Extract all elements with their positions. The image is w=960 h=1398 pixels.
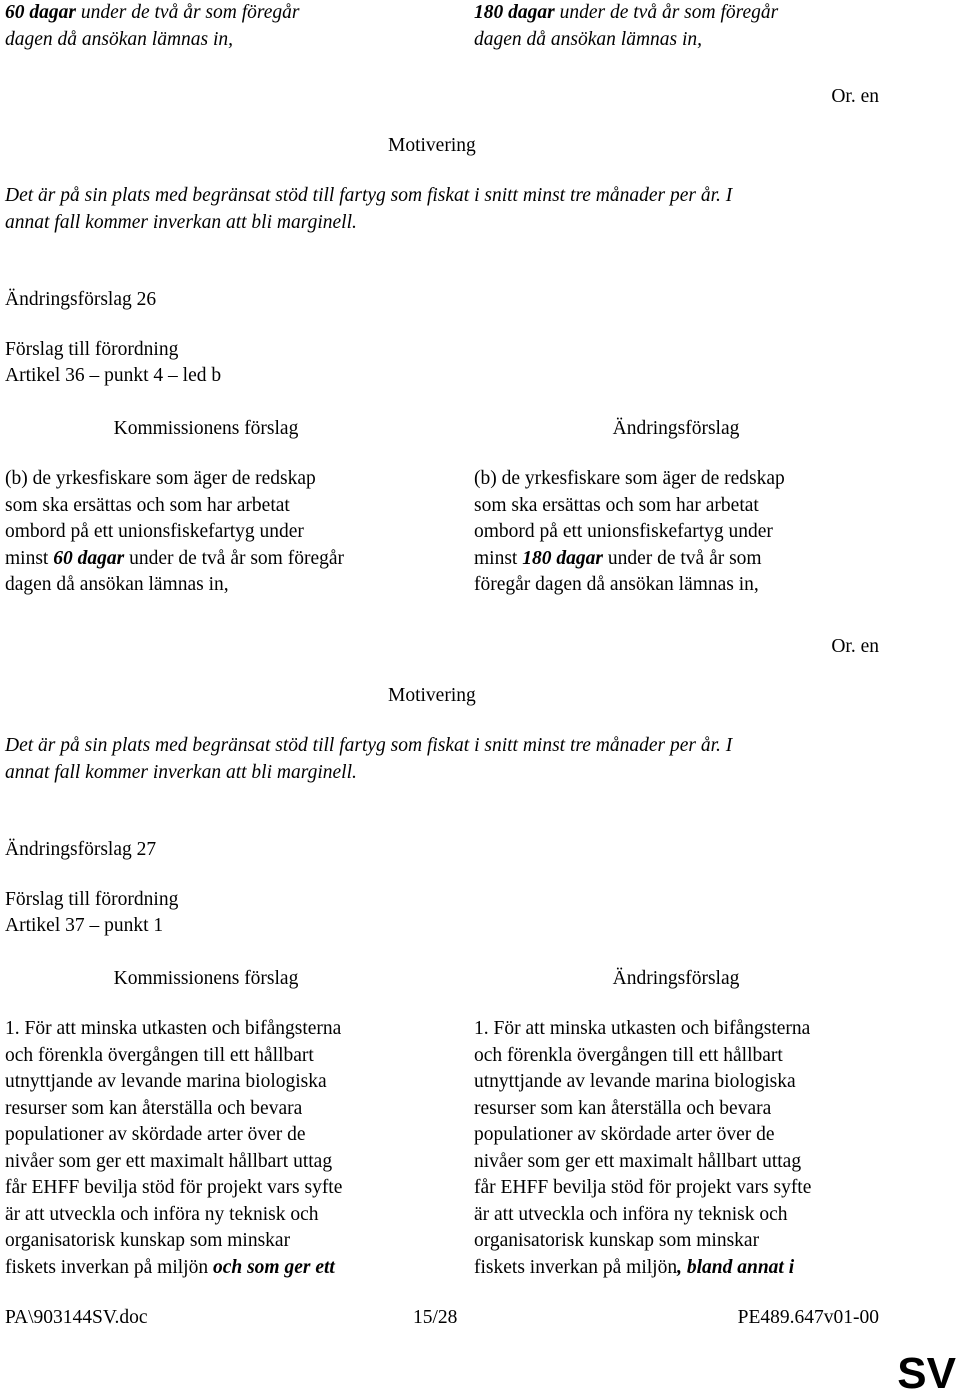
line-text: föregår dagen då ansökan lämnas in, (474, 574, 759, 595)
article-reference: Artikel 36 – punkt 4 – led b (5, 365, 222, 386)
line-text: (b) de yrkesfiskare som äger de redskap (474, 468, 785, 489)
line-text: ombord på ett unionsfiskefartyg under (474, 521, 773, 542)
text-line (5, 1255, 425, 1282)
line-text: utnyttjande av levande marina biologiska (474, 1071, 796, 1092)
line-text: nivåer som ger ett maximalt hållbart uttag (474, 1150, 802, 1172)
line-text: som ska ersättas och som har arbetat (474, 494, 759, 516)
text-line: annat fall kommer inverkan att bli marginell. (5, 761, 357, 783)
amendment-text (474, 466, 914, 599)
text-line (5, 1202, 425, 1229)
text-line (474, 1175, 914, 1202)
commission-proposal-text (5, 466, 425, 599)
text-line (5, 1122, 425, 1149)
amendment-title: Ändringsförslag 27 (5, 839, 157, 860)
amendment-text (474, 1016, 914, 1281)
line-text: dagen då ansökan lämnas in, (5, 574, 229, 595)
text-line (5, 519, 425, 546)
top-right-text (474, 0, 914, 53)
line-text: organisatorisk kunskap som minskar (5, 1230, 291, 1251)
line-text: fiskets inverkan på miljön (5, 1256, 213, 1278)
text-line (474, 493, 914, 520)
line-text: ombord på ett unionsfiskefartyg under (5, 521, 304, 542)
justification-heading: Motivering (388, 685, 476, 706)
text-line (5, 1016, 425, 1043)
text-line (474, 572, 914, 599)
justification-heading: Motivering (388, 135, 476, 156)
top-left-text (5, 0, 425, 53)
proposal-label: Förslag till förordning (5, 339, 179, 360)
emphasized-text: 60 dagar (5, 2, 76, 23)
line-text: resurser som kan återställa och bevara (474, 1097, 772, 1119)
text-line (5, 572, 425, 599)
text-line (5, 1175, 425, 1202)
text-line (474, 519, 914, 546)
text-line (474, 1228, 914, 1255)
line-text: och förenkla övergången till ett hållbart (5, 1044, 314, 1066)
line-text: 1. För att minska utkasten och bifångsterna (474, 1018, 811, 1039)
line-text: organisatorisk kunskap som minskar (474, 1230, 760, 1251)
line-text: under de två år som (602, 547, 762, 569)
text-line (5, 1069, 425, 1096)
line-text: resurser som kan återställa och bevara (5, 1097, 303, 1119)
line-text: dagen då ansökan lämnas in, (5, 28, 234, 50)
page-number: 15/28 (413, 1307, 458, 1328)
text-line (5, 1096, 425, 1123)
text-line (474, 0, 914, 27)
commission-proposal-heading: Kommissionens förslag (113, 968, 299, 989)
text-line (5, 1228, 425, 1255)
emphasized-text: 180 dagar (474, 2, 555, 23)
text-line (5, 546, 425, 573)
text-line (474, 1069, 914, 1096)
line-text: dagen då ansökan lämnas in, (474, 28, 703, 50)
line-text: utnyttjande av levande marina biologiska (5, 1071, 327, 1092)
amendment-heading: Ändringsförslag (612, 968, 740, 989)
text-line (5, 27, 425, 54)
line-text: 1. För att minska utkasten och bifångsterna (5, 1018, 342, 1039)
text-line (474, 1096, 914, 1123)
emphasized-text: , bland annat i (677, 1256, 795, 1278)
text-line (474, 546, 914, 573)
line-text: som ska ersättas och som har arbetat (5, 494, 290, 516)
emphasized-text: 60 dagar (53, 547, 125, 569)
line-text: under de två år som föregår (75, 2, 300, 23)
text-line (5, 466, 425, 493)
line-text: får EHFF bevilja stöd för projekt vars syfte (474, 1177, 812, 1198)
text-line (5, 0, 425, 27)
line-text: är att utveckla och införa ny teknisk och (5, 1203, 319, 1225)
line-text: nivåer som ger ett maximalt hållbart uttag (5, 1150, 333, 1172)
line-text: populationer av skördade arter över de (5, 1124, 306, 1145)
commission-proposal-text (5, 1016, 425, 1281)
text-line (474, 1016, 914, 1043)
text-line (474, 1122, 914, 1149)
line-text: och förenkla övergången till ett hållbart (474, 1044, 783, 1066)
line-text: minst (474, 547, 523, 569)
amendment-title: Ändringsförslag 26 (5, 289, 157, 310)
line-text: fiskets inverkan på miljön (474, 1256, 678, 1278)
amendment-heading: Ändringsförslag (612, 418, 740, 439)
line-text: under de två år som föregår (554, 2, 779, 23)
line-text: populationer av skördade arter över de (474, 1124, 775, 1145)
original-language: Or. en (831, 636, 879, 657)
text-line (5, 1149, 425, 1176)
line-text: får EHFF bevilja stöd för projekt vars syfte (5, 1177, 343, 1198)
original-language: Or. en (831, 86, 879, 107)
text-line (474, 1202, 914, 1229)
text-line (5, 1043, 425, 1070)
line-text: under de två år som föregår (124, 547, 345, 569)
line-text: är att utveckla och införa ny teknisk och (474, 1203, 788, 1225)
document-reference: PA\903144SV.doc (5, 1307, 148, 1328)
pe-reference: PE489.647v01-00 (737, 1307, 879, 1328)
line-text: minst (5, 547, 54, 569)
language-code: SV (897, 1349, 956, 1398)
text-line (474, 1043, 914, 1070)
article-reference: Artikel 37 – punkt 1 (5, 915, 164, 936)
text-line (5, 493, 425, 520)
emphasized-text: och som ger ett (212, 1256, 335, 1278)
line-text: (b) de yrkesfiskare som äger de redskap (5, 468, 316, 489)
text-line (474, 1149, 914, 1176)
text-line: annat fall kommer inverkan att bli marginell. (5, 211, 357, 233)
proposal-label: Förslag till förordning (5, 889, 179, 910)
text-line (474, 1255, 914, 1282)
emphasized-text: 180 dagar (522, 547, 603, 569)
commission-proposal-heading: Kommissionens förslag (113, 418, 299, 439)
text-line (474, 466, 914, 493)
text-line (474, 27, 914, 54)
text-line: Det är på sin plats med begränsat stöd till fartyg som fiskat i snitt minst tre månader per år. I (5, 735, 733, 756)
justification-text (5, 183, 885, 236)
justification-text (5, 733, 885, 786)
text-line: Det är på sin plats med begränsat stöd till fartyg som fiskat i snitt minst tre månader per år. I (5, 185, 733, 206)
